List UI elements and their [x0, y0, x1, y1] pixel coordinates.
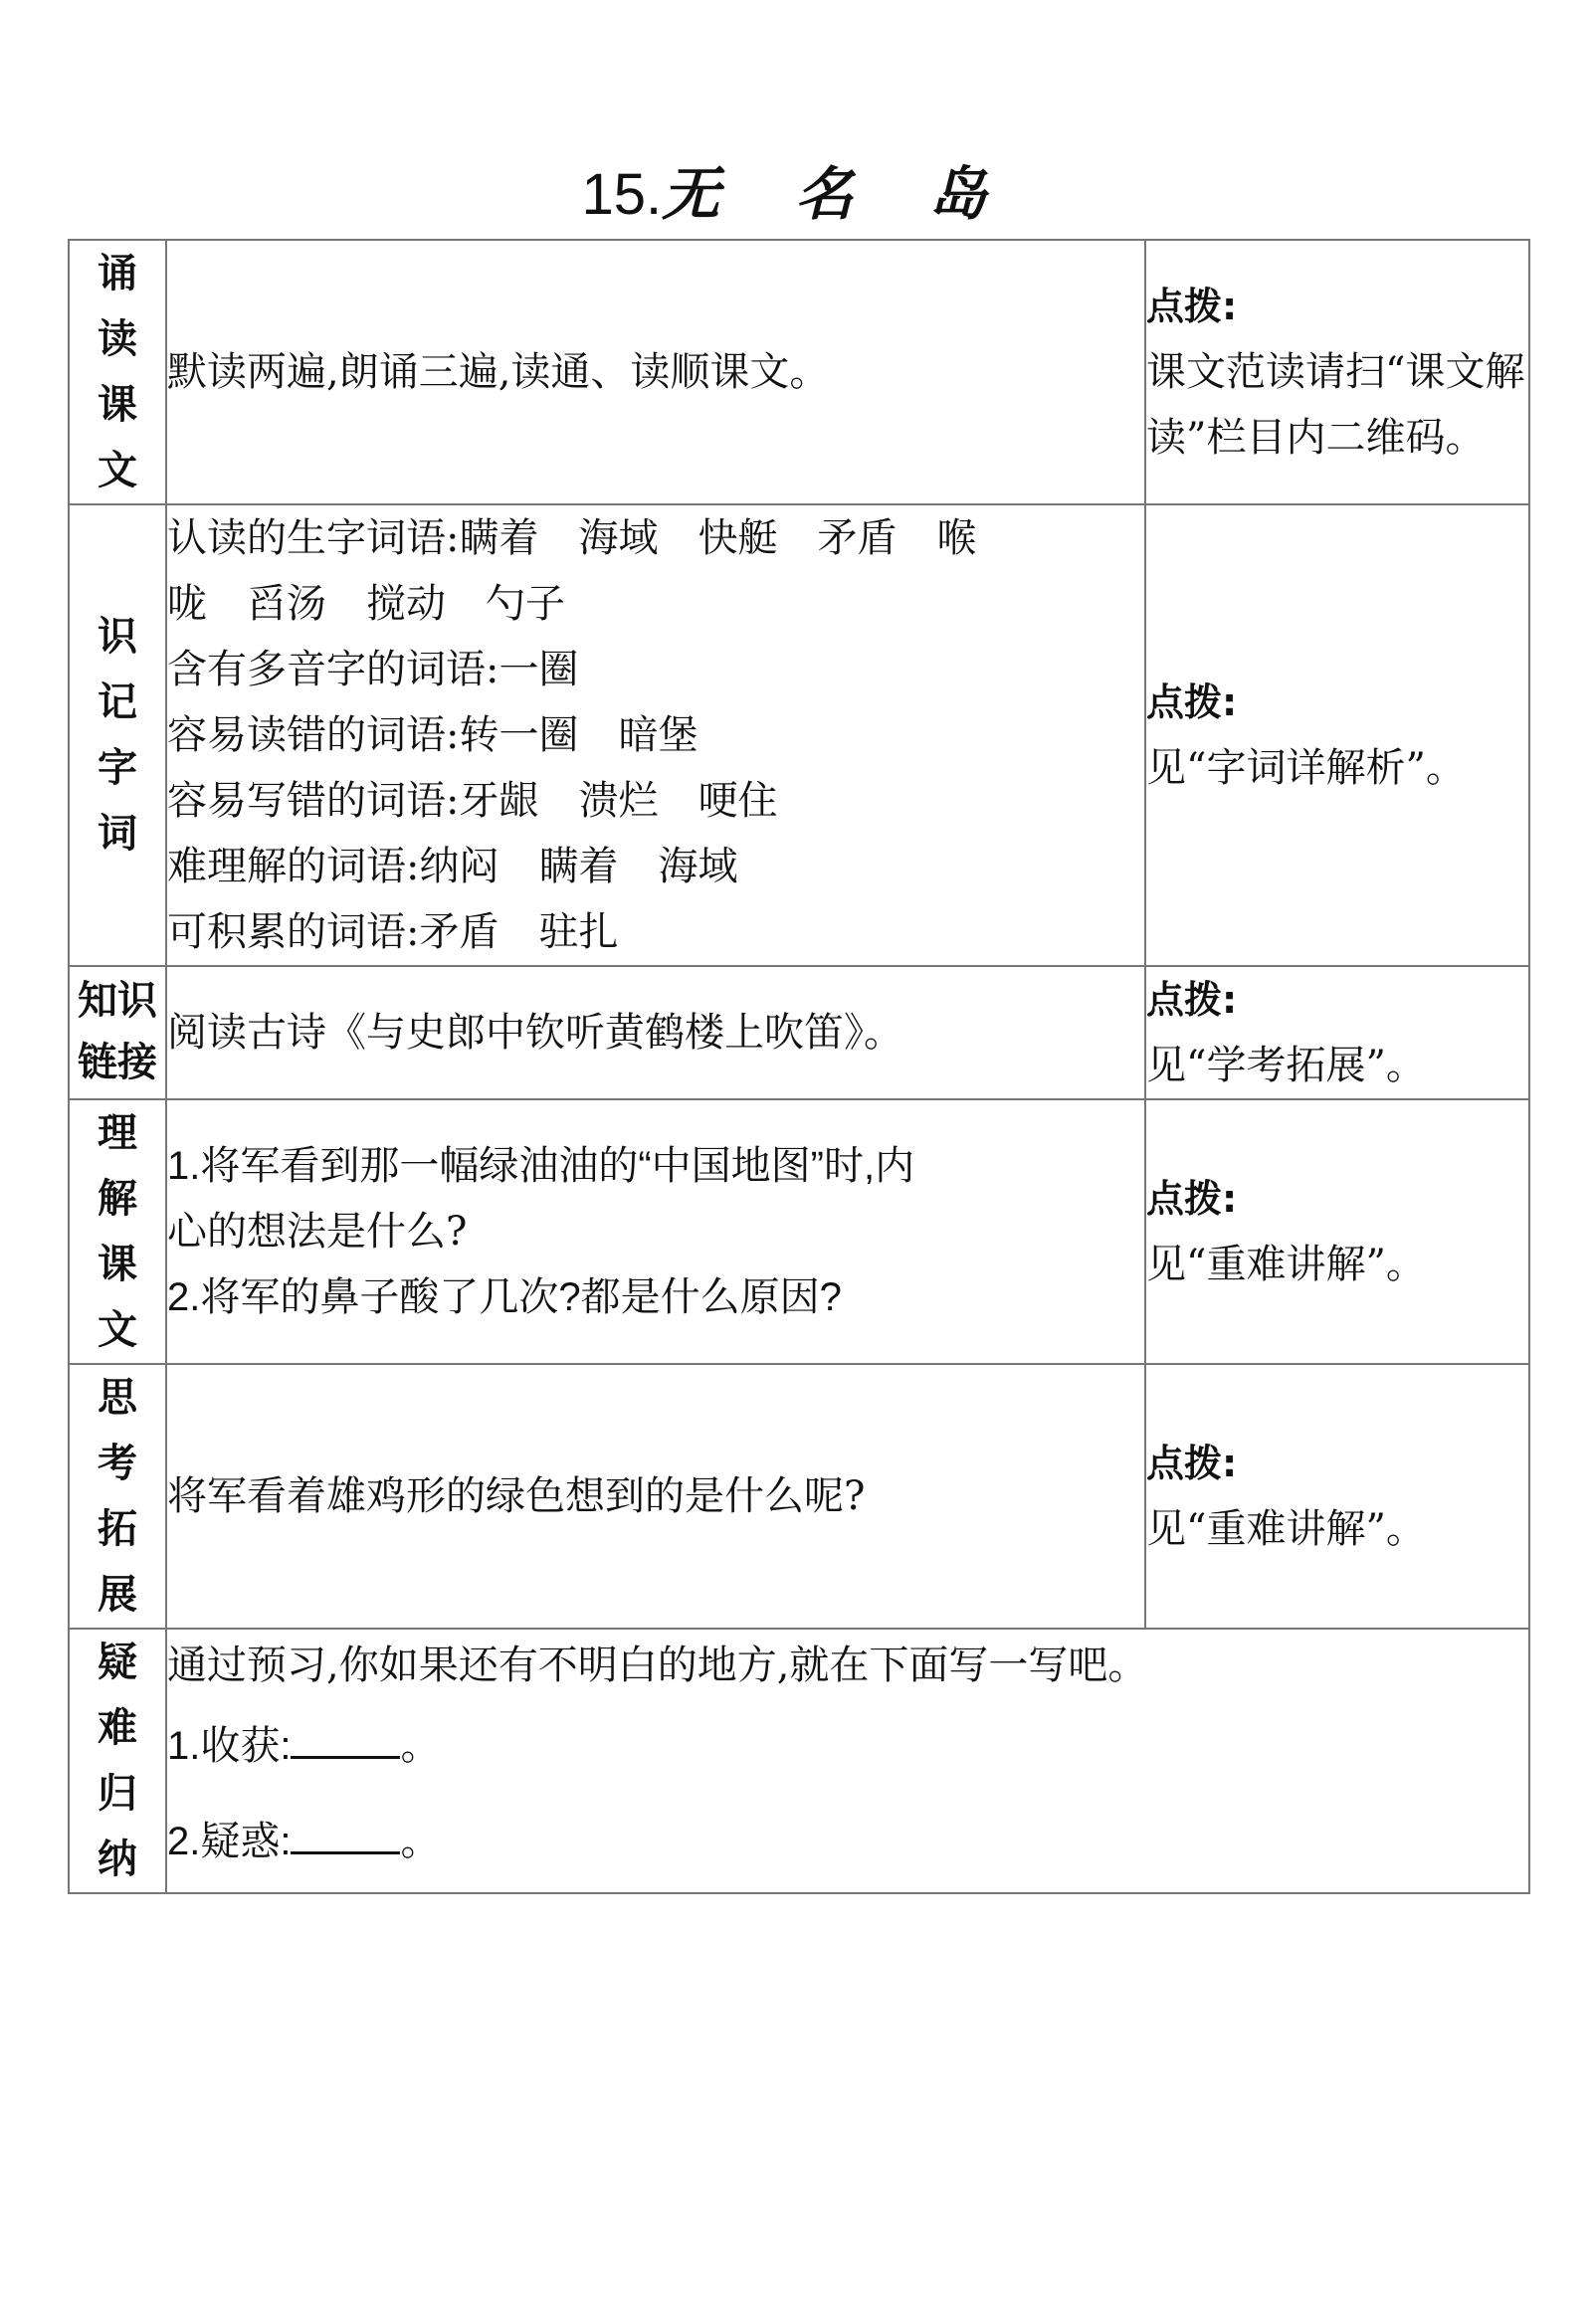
content-cell	[166, 966, 1145, 1099]
category-label: 思考拓展	[98, 1375, 137, 1618]
harvest-end: 。	[400, 1724, 441, 1768]
content-line: 认读的生字词语:瞒着 海域 快艇 矛盾 喉	[167, 515, 977, 561]
hint-text: 见“重难讲解”。	[1146, 1242, 1426, 1287]
hint-label: 点拨:	[1146, 978, 1238, 1022]
hint-text: 见“字词详解析”。	[1146, 745, 1466, 791]
content-line: 阅读古诗《与史郎中钦听黄鹤楼上吹笛》。	[167, 1010, 903, 1056]
hint-cell	[1145, 504, 1529, 966]
content-line: 将军看着雄鸡形的绿色想到的是什么呢?	[167, 1473, 866, 1519]
doubt-end: 。	[400, 1820, 441, 1863]
hint-label: 点拨:	[1146, 1177, 1238, 1221]
hint-label: 点拨:	[1146, 285, 1238, 328]
content-line: 难理解的词语:纳闷 瞒着 海域	[167, 844, 738, 889]
content-cell	[166, 1364, 1145, 1629]
content-line: 容易读错的词语:转一圈 暗堡	[167, 712, 698, 758]
hint-cell	[1145, 240, 1529, 504]
table-row	[69, 1364, 1529, 1629]
content-line: 心的想法是什么?	[167, 1209, 468, 1255]
hint-text: 见“重难讲解”。	[1146, 1506, 1426, 1552]
hint-text: 见“学考拓展”。	[1146, 1043, 1426, 1088]
category-label: 知识链接	[78, 978, 157, 1085]
harvest-label: 1.收获:	[167, 1724, 292, 1768]
category-label: 疑难归纳	[98, 1640, 137, 1882]
content-cell	[166, 504, 1145, 966]
study-table	[68, 239, 1530, 1894]
content-cell	[166, 1629, 1529, 1893]
content-cell	[166, 1099, 1145, 1364]
title-number: 15.	[581, 162, 663, 227]
content-line: 可积累的词语:矛盾 驻扎	[167, 909, 619, 955]
table-row	[69, 240, 1529, 504]
content-line: 含有多音字的词语:一圈	[167, 647, 579, 692]
table-row	[69, 966, 1529, 1099]
content-line: 咙 舀汤 搅动 勺子	[167, 581, 565, 627]
content-line: 2.将军的鼻子酸了几次?都是什么原因?	[167, 1275, 842, 1319]
hint-cell	[1145, 1099, 1529, 1364]
harvest-blank[interactable]	[291, 1712, 400, 1759]
category-label: 诵读课文	[98, 251, 137, 493]
doubt-blank[interactable]	[291, 1808, 400, 1854]
category-cell	[69, 1099, 166, 1364]
category-label: 理解课文	[98, 1110, 137, 1353]
category-cell	[69, 240, 166, 504]
title-name: 无 名 岛	[662, 160, 1015, 228]
page-title	[0, 157, 1596, 232]
hint-label: 点拨:	[1146, 1442, 1238, 1485]
category-cell	[69, 1364, 166, 1629]
hint-text: 课文范读请扫“课文解读”栏目内二维码。	[1146, 349, 1525, 461]
content-cell	[166, 240, 1145, 504]
category-cell	[69, 966, 166, 1099]
harvest-line	[167, 1698, 1528, 1794]
category-label: 识记字词	[98, 614, 137, 857]
table-row	[69, 504, 1529, 966]
hint-cell	[1145, 966, 1529, 1099]
category-cell	[69, 1629, 166, 1893]
content-line: 通过预习,你如果还有不明白的地方,就在下面写一写吧。	[167, 1643, 1148, 1688]
hint-cell	[1145, 1364, 1529, 1629]
table-row	[69, 1629, 1529, 1893]
content-line: 默读两遍,朗诵三遍,读通、读顺课文。	[167, 349, 830, 395]
doubt-line	[167, 1794, 1528, 1889]
content-line: 容易写错的词语:牙龈 溃烂 哽住	[167, 778, 778, 824]
category-cell	[69, 504, 166, 966]
table-row	[69, 1099, 1529, 1364]
doubt-label: 2.疑惑:	[167, 1820, 292, 1863]
hint-label: 点拨:	[1146, 680, 1238, 724]
content-line: 1.将军看到那一幅绿油油的“中国地图”时,内	[167, 1144, 915, 1188]
